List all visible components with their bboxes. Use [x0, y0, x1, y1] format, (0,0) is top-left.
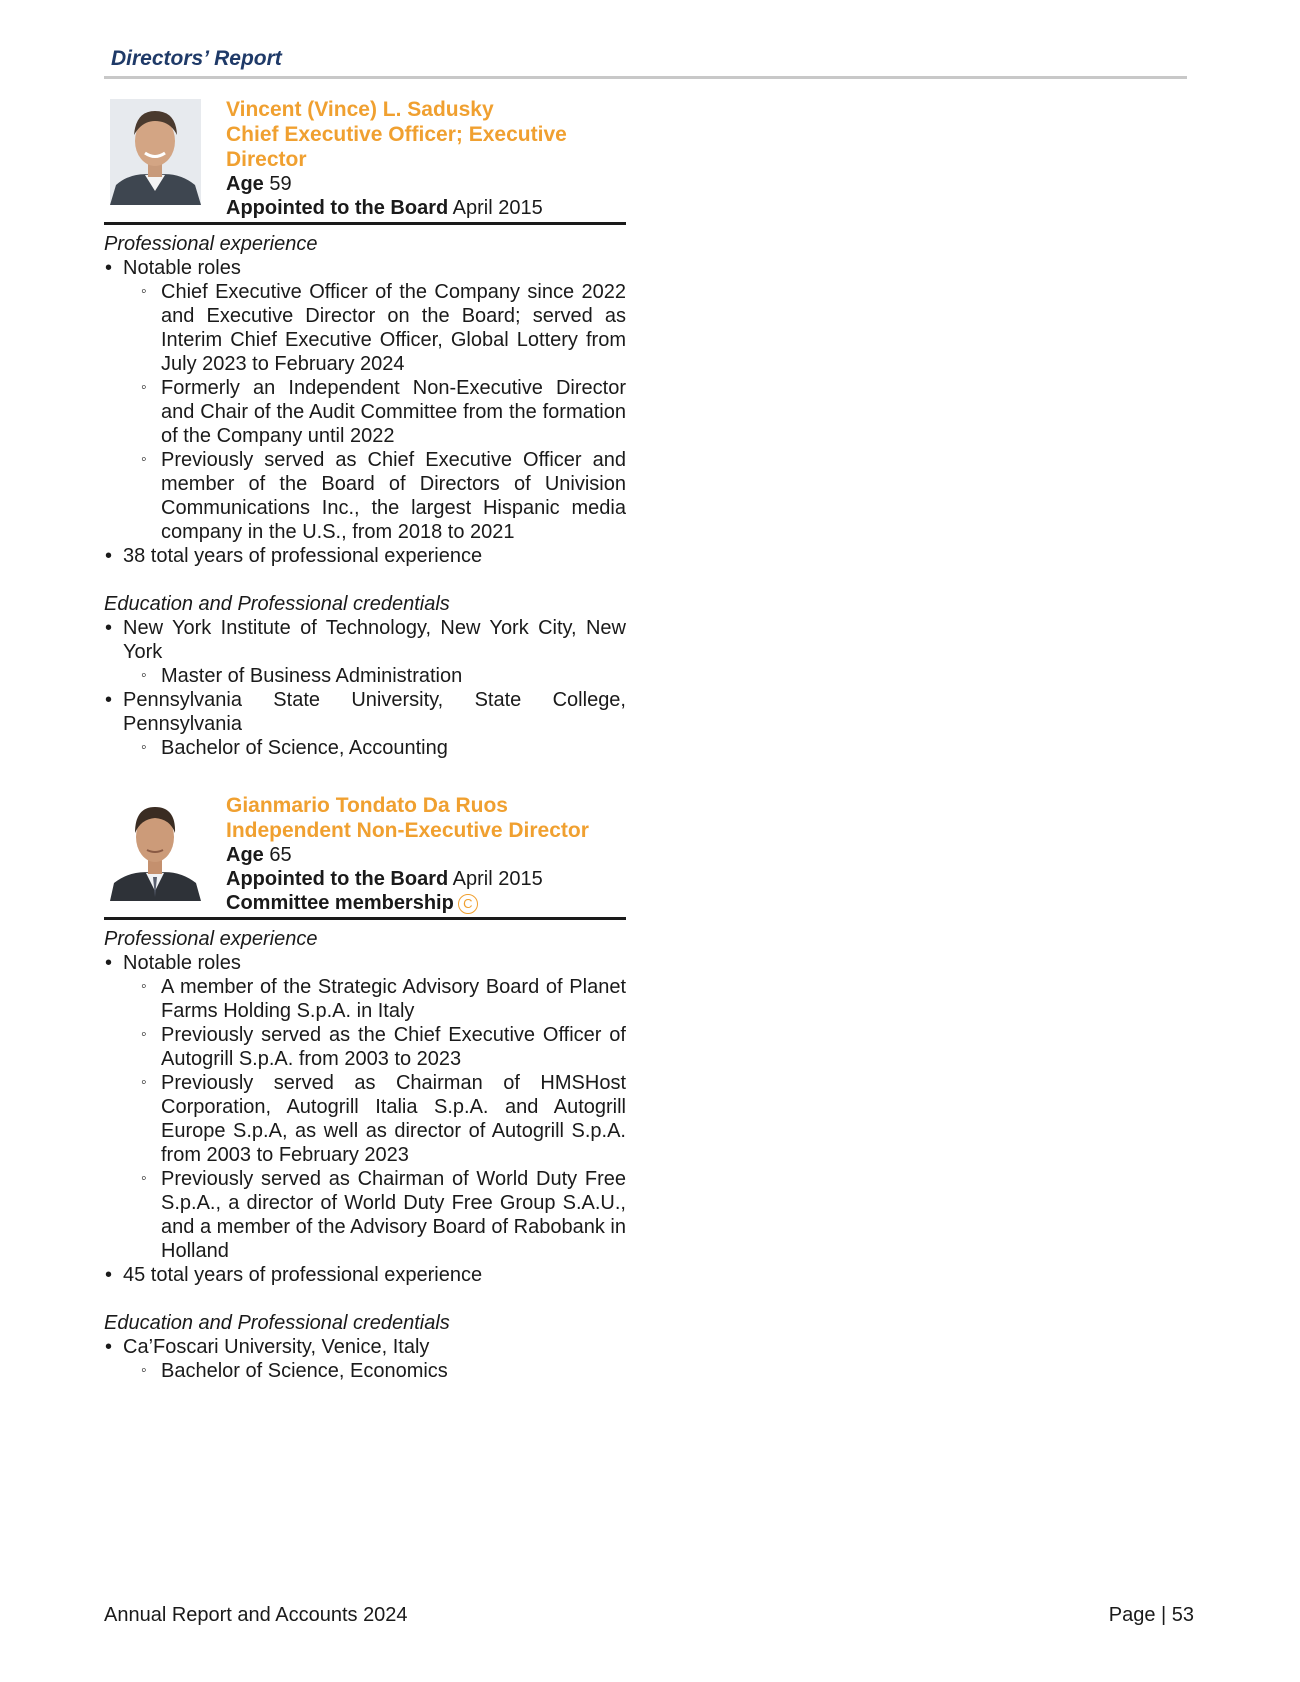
committee-label: Committee membership [226, 892, 454, 914]
director-header [104, 793, 626, 915]
institution: Ca’Foscari University, Venice, Italy [123, 1336, 430, 1358]
experience-list [104, 951, 626, 1287]
experience-list [104, 256, 626, 568]
director-photo [110, 99, 201, 205]
degree: ◦ Bachelor of Science, Accounting [123, 736, 626, 760]
header-divider [104, 76, 1187, 79]
role-item: ◦ Previously served as Chairman of World Duty Free S.p.A., a director of World Duty Free Group S.A.U., and a member of the Advisory Board of Rabobank in Holland [123, 1167, 626, 1263]
institution: New York Institute of Technology, New York City, New York [123, 617, 626, 663]
director-photo [110, 795, 201, 901]
institution: Pennsylvania State University, State College, Pennsylvania [123, 689, 626, 735]
director-title: Independent Non-Executive Director [226, 819, 589, 842]
age-label: Age [226, 844, 264, 866]
roles-list [123, 280, 626, 544]
director-title: Chief Executive Officer; Executive Director [226, 123, 567, 171]
notable-roles-label: Notable roles [123, 952, 241, 974]
appointed-label: Appointed to the Board [226, 197, 449, 219]
appointed-label: Appointed to the Board [226, 868, 449, 890]
director-appointed [226, 867, 626, 891]
age-value: 65 [269, 844, 292, 866]
director-appointed [226, 196, 626, 220]
role-item: ◦ A member of the Strategic Advisory Board of Planet Farms Holding S.p.A. in Italy [123, 975, 626, 1023]
appointed-value: April 2015 [452, 197, 543, 219]
age-value: 59 [269, 173, 292, 195]
degree: ◦ Bachelor of Science, Economics [123, 1359, 626, 1383]
director-profile [104, 793, 626, 1383]
role-item: ◦ Chief Executive Officer of the Company since 2022 and Executive Director on the Board; served as Interim Chief Executive Officer, Global Lottery from July 2023 to February 2024 [123, 280, 626, 376]
education-item [104, 688, 626, 760]
notable-roles-label: Notable roles [123, 257, 241, 279]
experience-heading: Professional experience [104, 233, 318, 255]
role-item: ◦ Previously served as Chairman of HMSHost Corporation, Autogrill Italia S.p.A. and Autogrill Europe S.p.A, as well as director of Autogrill S.p.A. from 2003 to February 2023 [123, 1071, 626, 1167]
director-name: Vincent (Vince) L. Sadusky [226, 98, 494, 121]
director-name: Gianmario Tondato Da Ruos [226, 794, 508, 817]
director-committee [226, 891, 626, 915]
footer-report-title: Annual Report and Accounts 2024 [104, 1604, 408, 1626]
profile-divider [104, 917, 626, 920]
education-list [104, 1335, 626, 1383]
total-years: • 45 total years of professional experience [104, 1263, 626, 1287]
total-years: • 38 total years of professional experience [104, 544, 626, 568]
role-item: ◦ Previously served as Chief Executive Officer and member of the Board of Directors of Univision Communications Inc., the largest Hispanic media company in the U.S., from 2018 to 2021 [123, 448, 626, 544]
director-age [226, 843, 626, 867]
list-item [104, 256, 626, 544]
appointed-value: April 2015 [452, 868, 543, 890]
role-item: ◦ Previously served as the Chief Executive Officer of Autogrill S.p.A. from 2003 to 2023 [123, 1023, 626, 1071]
education-item [104, 616, 626, 688]
list-item [104, 951, 626, 1263]
director-header [104, 97, 626, 220]
profile-divider [104, 222, 626, 225]
education-heading: Education and Professional credentials [104, 1312, 450, 1334]
section-title: Directors’ Report [111, 47, 282, 70]
committee-c-icon: C [458, 894, 478, 914]
education-heading: Education and Professional credentials [104, 593, 450, 615]
degree: ◦ Master of Business Administration [123, 664, 626, 688]
footer-page-number: Page | 53 [1108, 1604, 1194, 1626]
director-profile [104, 97, 626, 760]
director-age [226, 172, 626, 196]
education-list [104, 616, 626, 760]
education-item [104, 1335, 626, 1383]
role-item: ◦ Formerly an Independent Non-Executive Director and Chair of the Audit Committee from the formation of the Company until 2022 [123, 376, 626, 448]
roles-list [123, 975, 626, 1263]
age-label: Age [226, 173, 264, 195]
experience-heading: Professional experience [104, 928, 318, 950]
